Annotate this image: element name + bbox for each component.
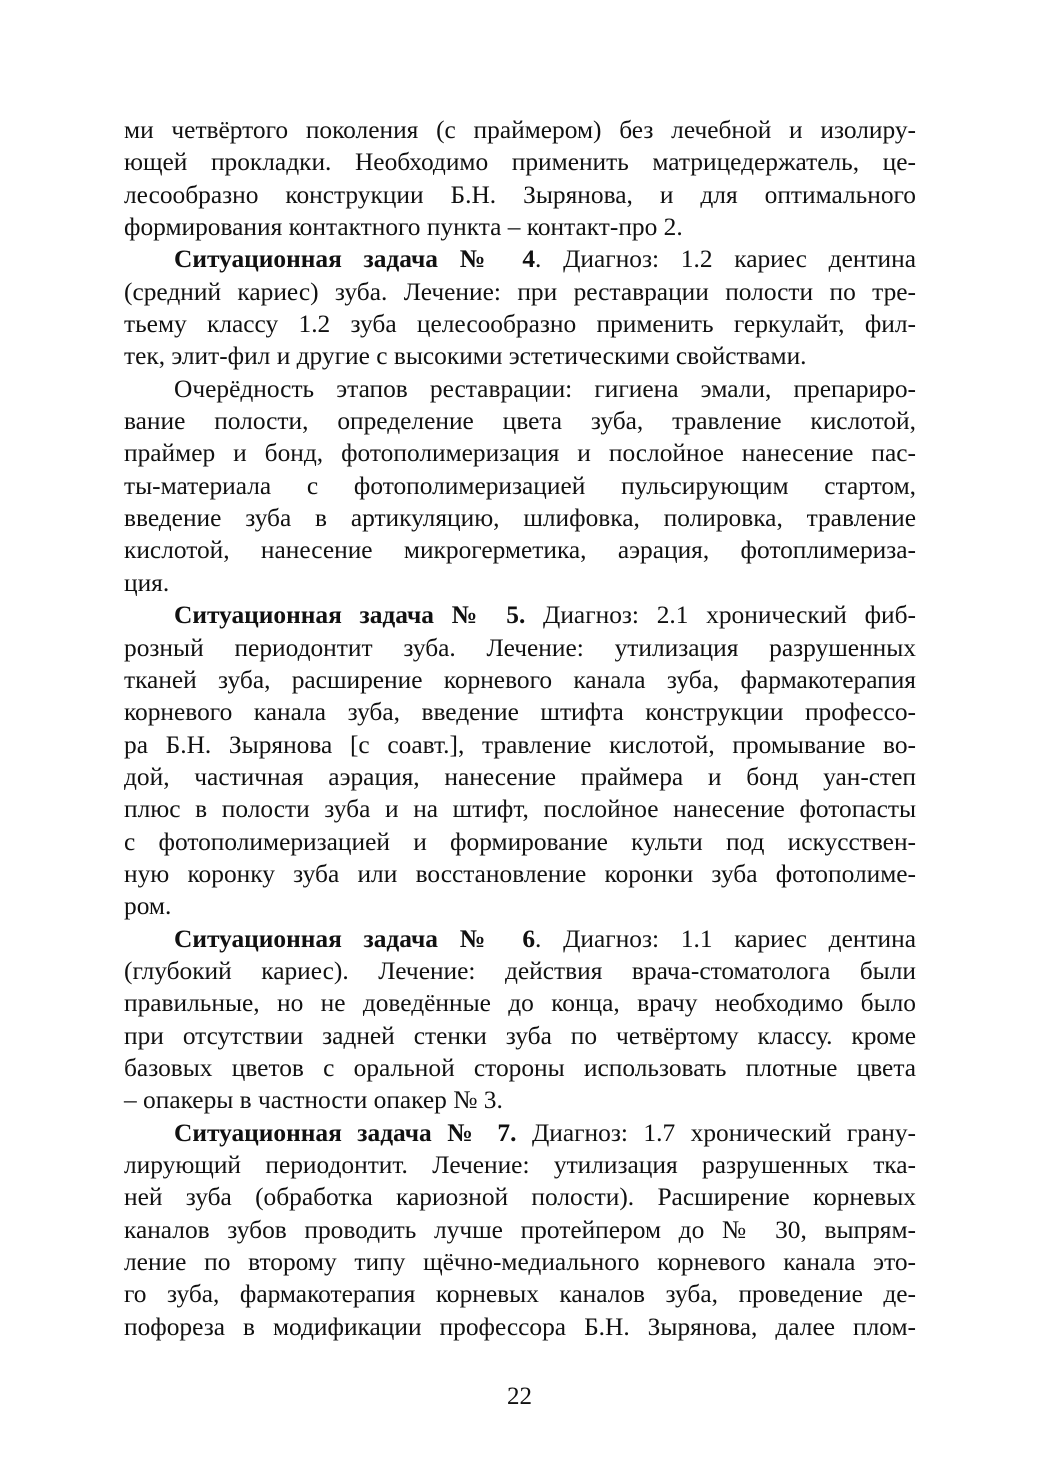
text-run: Диагноз: 1.7 хронический грану- [516,1118,917,1147]
text-line: ция. [124,568,170,597]
text-line: дой, частичная аэрация, нанесение праймера и бонд уан-степ [124,762,916,791]
text-line: пофореза в модификации профессора Б.Н. Зырянова, далее плом- [124,1312,916,1341]
text-line [124,1117,916,1149]
text-line: ми четвёртого поколения (с праймером) без лечебной и изолиру- [124,116,916,144]
text-line: лесообразно конструкции Б.Н. Зырянова, и для оптимального [124,180,916,209]
text-line: – опакеры в частности опакер № 3. [124,1086,503,1115]
text-line: лирующий периодонтит. Лечение: утилизация разрушенных тка- [124,1151,916,1179]
paragraph [124,923,916,1117]
text-line: ную коронку зуба или восстановление коронки зуба фотополиме- [124,859,916,888]
text-line: тканей зуба, расширение корневого канала зуба, фармакотерапия [124,665,916,694]
page-body [124,114,916,1343]
text-line: Очерёдность этапов реставрации: гигиена эмали, препариро- [174,374,916,403]
text-line: правильные, но не доведённые до конца, врачу необходимо было [124,989,916,1018]
task-heading: Ситуационная задача № 4 [174,245,536,274]
text-line: розный периодонтит зуба. Лечение: утилизация разрушенных [124,633,916,662]
paragraph [124,373,916,599]
text-line [124,923,916,955]
text-line [124,243,916,275]
text-line: ром. [124,892,172,921]
task-heading: Ситуационная задача № 5. [174,601,526,630]
task-heading: Ситуационная задача № 7. [174,1118,517,1147]
text-run: Диагноз: 2.1 хронический фиб- [525,601,916,630]
page-number: 22 [507,1383,532,1410]
text-line: введение зуба в артикуляцию, шлифовка, полировка, травление [124,504,916,533]
text-line: ты-материала с фотополимеризацией пульсирующим стартом, [124,471,916,500]
paragraph [124,1117,916,1343]
text-line: каналов зубов проводить лучше протейпером до № 30, выпрям- [124,1215,916,1244]
text-line: плюс в полости зуба и на штифт, послойное нанесение фотопасты [124,795,916,824]
text-line: при отсутствии задней стенки зуба по четвёртому классу. кроме [124,1021,916,1050]
text-line: формирования контактного пункта – контакт-про 2. [124,213,683,242]
text-line: тек, элит-фил и другие с высокими эстетическими свойствами. [124,342,807,371]
text-line: вание полости, определение цвета зуба, травление кислотой, [124,407,916,436]
text-line: базовых цветов с оральной стороны использовать плотные цвета [124,1053,916,1082]
text-line: с фотополимеризацией и формирование культи под искусствен- [124,827,916,856]
text-line: ющей прокладки. Необходимо применить матрицедержатель, це- [124,148,916,177]
text-line: корневого канала зуба, введение штифта конструкции профессо- [124,698,916,727]
text-line: тьему классу 1.2 зуба целесообразно применить геркулайт, фил- [124,310,916,339]
text-line: праймер и бонд, фотополимеризация и послойное нанесение пас- [124,439,916,468]
text-line [124,599,916,631]
text-line: ление по второму типу щёчно-медиального корневого канала это- [124,1248,916,1277]
paragraph [124,599,916,922]
paragraph [124,114,916,243]
text-line: (глубокий кариес). Лечение: действия врача-стоматолога были [124,956,916,985]
text-run: . Диагноз: 1.1 кариес дентина [535,924,916,953]
text-line: (средний кариес) зуба. Лечение: при реставрации полости по тре- [124,277,916,306]
paragraph [124,243,916,372]
text-line: ней зуба (обработка кариозной полости). Расширение корневых [124,1183,916,1212]
text-line: кислотой, нанесение микрогерметика, аэрация, фотоплимериза- [124,536,916,565]
task-heading: Ситуационная задача № 6 [174,924,536,953]
text-run: . Диагноз: 1.2 кариес дентина [535,245,916,274]
text-line: го зуба, фармакотерапия корневых каналов зуба, проведение де- [124,1280,916,1309]
text-line: ра Б.Н. Зырянова [с соавт.], травление кислотой, промывание во- [124,730,916,759]
